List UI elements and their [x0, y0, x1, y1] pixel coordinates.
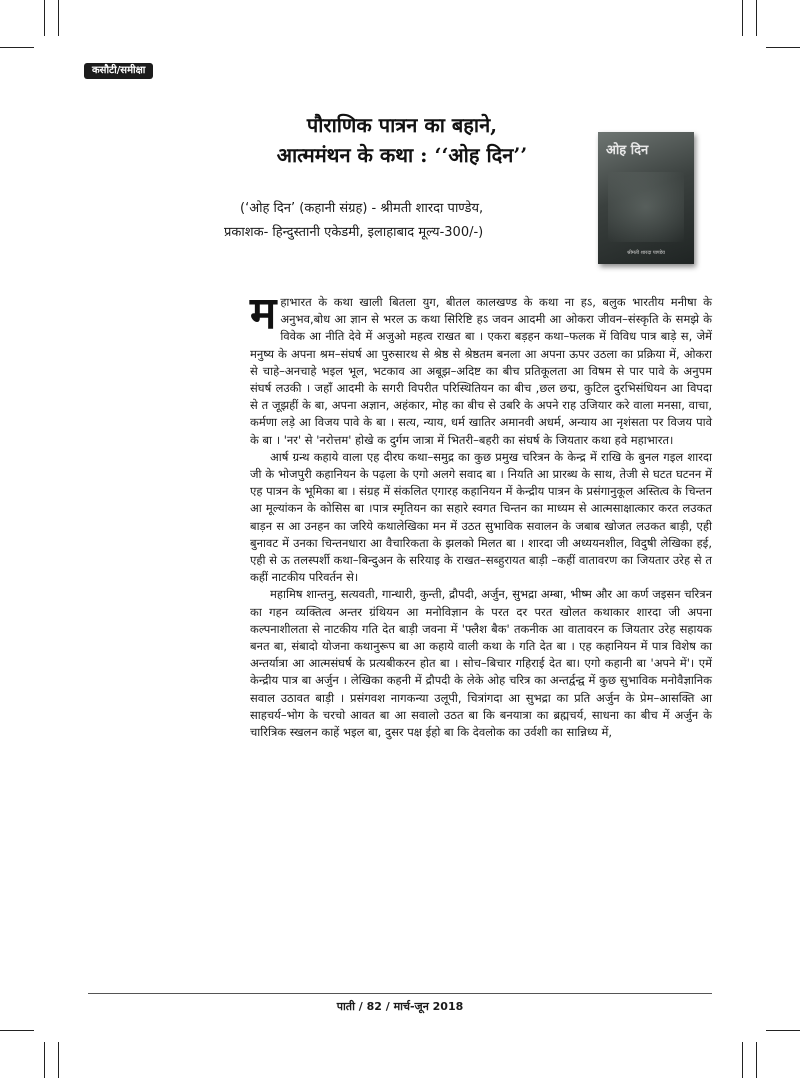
footer-rule: [88, 993, 712, 994]
page-footer: पाती / 82 / मार्च-जून 2018: [336, 1000, 464, 1013]
book-info-line1: (‘ओह दिन’ (कहानी संग्रह) - श्रीमती शारदा पाण्डेय,: [240, 201, 484, 216]
paragraph: आर्ष ग्रन्थ कहाये वाला एह दीरघ कथा–समुद्र का कुछ प्रमुख चरित्रन के केन्द्र में राखि के बुनल गइल शारदा जी के भोजपुरी कहानियन के पढ़ला के एगो अलगे सवाद बा । नियति आ प्रारब्ध के साथ, तेजी से घटत घटनन में एह पात्रन के भूमिका बा । संग्रह में संकलित एगारह कहानियन में केन्द्रीय पात्रन के प्रसंगानुकूल अस्तित्व के चिन्तन आ मूल्यांकन के कोसिस बा ।पात्र स्मृतियन का सहारे स्वगत चिन्तन का माध्यम से आत्मसाक्षात्कार करत लउकत बाड़न स आ उनहन का जरिये कथालेखिका मन में उठत सुभाविक सवालन के जबाब खोजत लउकत बाड़ी, एही बुनावट में उनका चिन्तनधारा आ वैचारिकता के झलको मिलत बा । शारदा जी अध्ययनशील, विदुषी लेखिका हई, एही से ऊ तलस्पर्शी कथा–बिन्दुअन के सरियाइ के राखत–सब्हुरायत बाड़ी –कहीं वातावरण का जियतार उरेह से त कहीं नाटकीय परिवर्तन से।: [250, 449, 712, 585]
crop-mark: [766, 1030, 800, 1031]
crop-mark: [766, 47, 800, 48]
crop-mark: [58, 0, 59, 36]
paragraph-text: हाभारत के कथा खाली बितला युग, बीतल कालखण्ड के कथा ना हऽ, बलुक भारतीय मनीषा के अनुभव,बोध आ ज्ञान से भरल ऊ कथा सिरिष्टि हऽ जवन आदमी आ ओकरा जीवन–संस्कृति के समझे के विवेक आ नीति देवे में अजुओ महत्व राखत बा । एकरा बड़हन कथा–फलक में विविध पात्र बाड़े स, जेमें मनुष्य के अपना श्रम–संघर्ष आ पुरुसारथ से श्रेष्ठ से श्रेष्ठतम बनला आ अपना ऊपर उठला का प्रक्रिया में, ओकरा से चाहे–अनचाहे भइल भूल, भटकाव आ अबूझ–अदिष्ट का बीच प्रतिकूलता आ विषम से पार पावे के अनुपम संघर्ष लउकी । जहाँ आदमी के सगरी विपरीत परिस्थितियन का बीच ,छल छद्म, कुटिल दुरभिसंधियन आ विपदा से त जूझहीं के बा, अपना अज्ञान, अहंकार, मोह का बीच से उबरि के अपने राह उजियार करे वाला मनसा, वाचा, कर्मणा लड़े आ विजय पावे के बा । सत्य, न्याय, धर्म खातिर अमानवी अधर्म, अन्याय आ नृशंसता पर विजय पावे के बा । 'नर' से 'नरोत्तम' होखे क दुर्गम जात्रा में भितरी–बहरी का संघर्ष के जियतार कथा हवे महाभारत।: [250, 295, 712, 447]
paragraph: [250, 288, 712, 449]
drop-cap: म: [250, 288, 277, 339]
crop-mark: [742, 0, 743, 36]
book-info-line2: प्रकाशक- हिन्दुस्तानी एकेडमी, इलाहाबाद मूल्य-300/-): [224, 225, 484, 240]
article-title-line1: पौराणिक पात्रन का बहाने,: [306, 113, 498, 137]
cover-fog: [608, 172, 684, 242]
section-tag: कसौटी/समीक्षा: [84, 63, 153, 79]
crop-mark: [756, 0, 757, 36]
article-title-line2: आत्ममंथन के कथा : ‘‘ओह दिन’’: [276, 143, 528, 167]
paragraph: महामिष शान्तनु, सत्यवती, गान्धारी, कुन्ती, द्रौपदी, अर्जुन, सुभद्रा अम्बा, भीष्म और आ कर्ण जइसन चरित्रन का गहन व्यक्तित्व अन्तर ग्रंथियन आ मनोविज्ञान के परत दर परत खोलत कथाकार शारदा जी अपना कल्पनाशीलता से नाटकीय गति देत बाड़ी जवना में 'फ्लैश बैक' तकनीक आ वातावरन क जियतार उरेह सहायक बनत बा, संबादो योजना कथानुरूप बा आ कहाये वाली कथा के गति देत बा । एह कहानियन में पात्र विशेष का अन्तर्यात्रा आ आत्मसंघर्ष के प्रत्यबीकरन होत बा । सोच–बिचार गहिराई देत बा। एगो कहानी बा 'अपने में'। एमें केन्द्रीय पात्र बा अर्जुन । लेखिका कहनी में द्रौपदी के लेके ओह चरित्र का अन्तर्द्वन्द्व में कुछ सुभाविक मनोवैज्ञानिक सवाल उठावत बाड़ी । प्रसंगवश नागकन्या उलूपी, चित्रांगदा आ सुभद्रा का प्रति अर्जुन के प्रेम–आसक्ति आ साहचर्य–भोग के चरचो आवत बा आ सवालो उठत बा कि बनयात्रा का ब्रह्मचर्य, साधना का बीच में अर्जुन के चारित्रिक स्खलन काहें भइल बा, दुसर पक्ष ईहो बा कि देवलोक का उर्वशी का सान्निध्य में,: [250, 587, 712, 740]
book-cover-author: श्रीमती शारदा पाण्डेय: [627, 250, 665, 256]
article-title: [232, 110, 572, 170]
book-cover-image: [598, 132, 694, 264]
book-info: [224, 197, 604, 245]
crop-mark: [44, 0, 45, 36]
book-cover-title: ओह दिन: [606, 143, 649, 158]
crop-mark: [58, 1042, 59, 1078]
crop-mark: [756, 1042, 757, 1078]
crop-mark: [742, 1042, 743, 1078]
crop-mark: [44, 1042, 45, 1078]
crop-mark: [0, 1030, 34, 1031]
crop-mark: [0, 47, 34, 48]
article-body: [250, 288, 712, 741]
